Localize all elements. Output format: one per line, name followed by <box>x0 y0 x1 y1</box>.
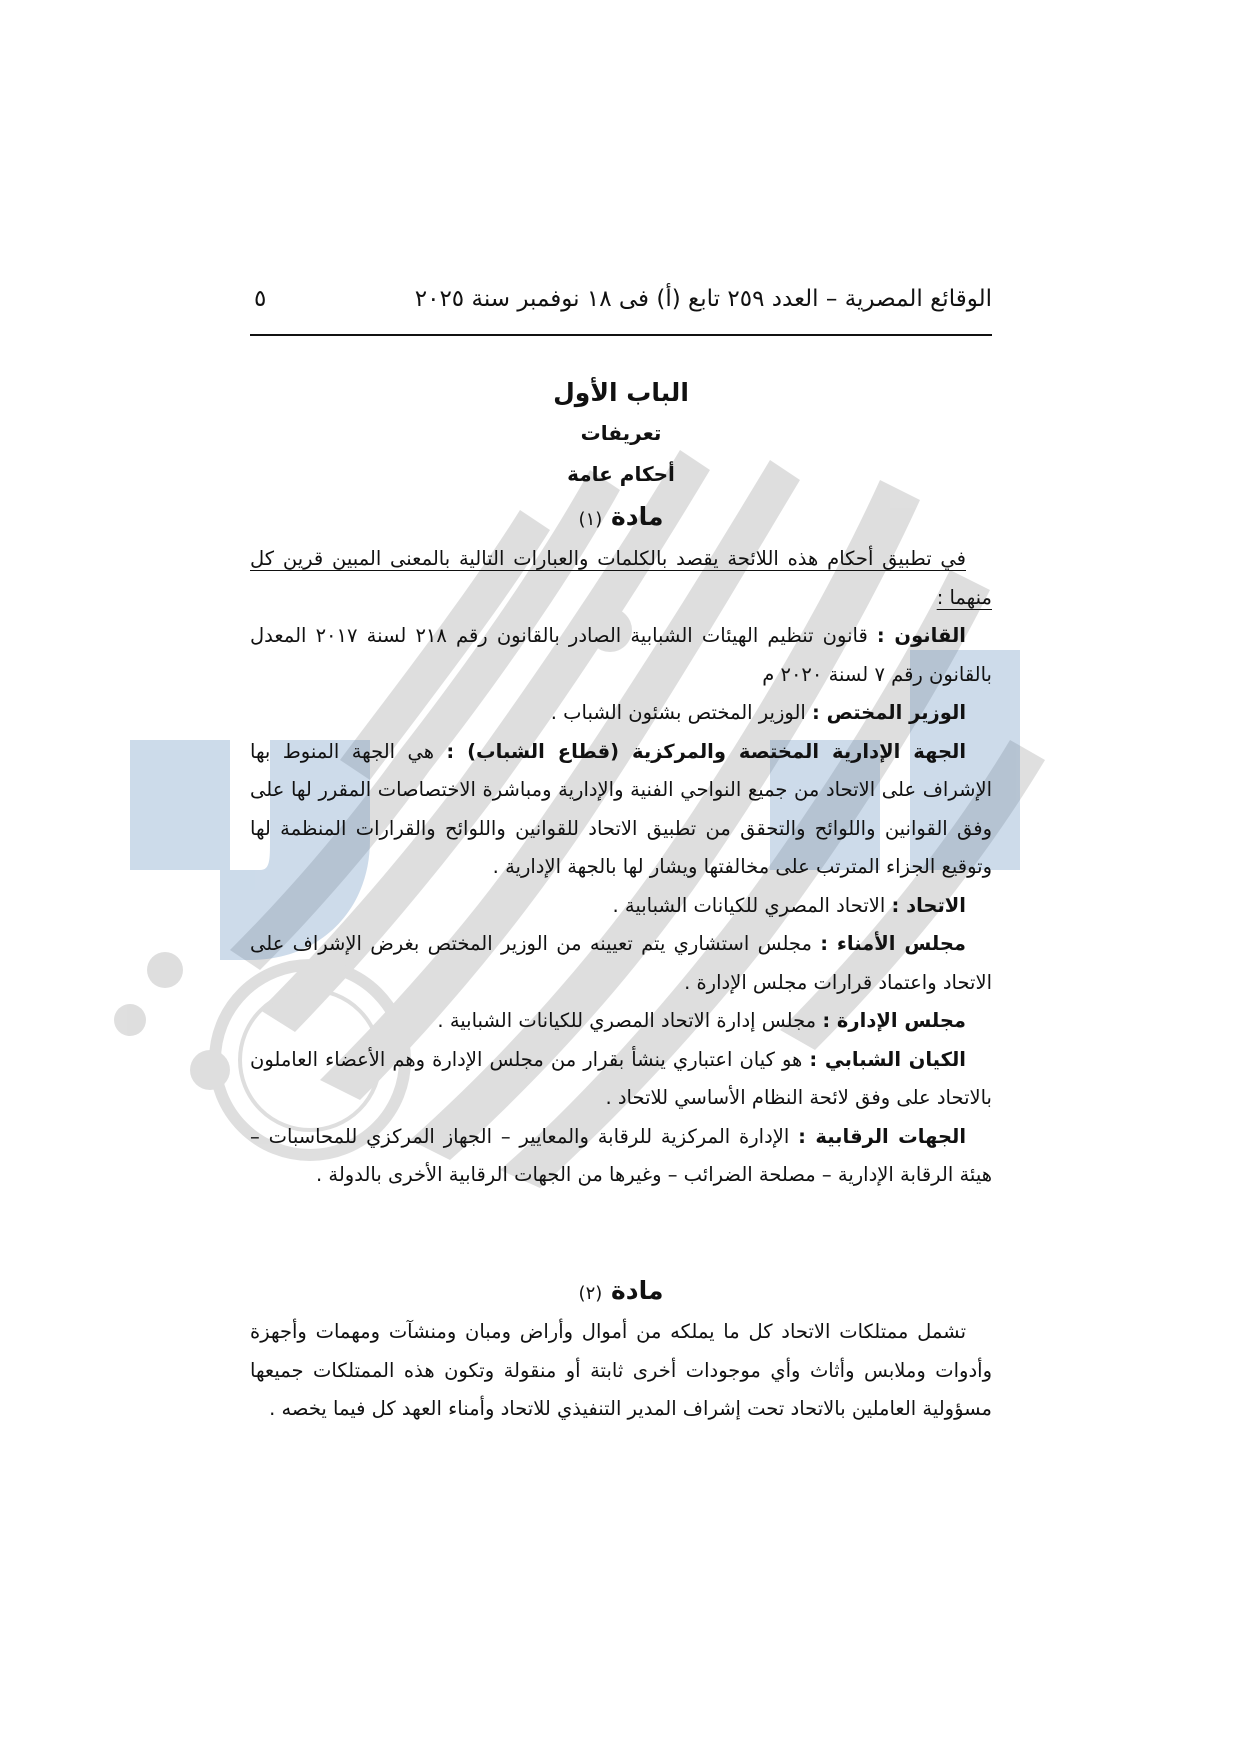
article-2-body <box>250 1313 992 1429</box>
header-divider <box>250 334 992 336</box>
gazette-title: الوقائع المصرية – العدد ٢٥٩ تابع (أ) فى ١٨ نوفمبر سنة ٢٠٢٥ <box>414 286 992 312</box>
definition-term: الجهة الإدارية المختصة والمركزية (قطاع الشباب) : <box>446 739 966 763</box>
definition-text: الإدارة المركزية للرقابة والمعايير – الجهاز المركزي للمحاسبات – هيئة الرقابة الإدارية – مصلحة الضرائب – وغيرها من الجهات الرقابية الأخرى بالدولة . <box>250 1124 992 1186</box>
definition-text: قانون تنظيم الهيئات الشبابية الصادر بالقانون رقم ٢١٨ لسنة ٢٠١٧ المعدل بالقانون رقم ٧ لسنة ٢٠٢٠ م <box>250 624 992 686</box>
definition-text: الاتحاد المصري للكيانات الشبابية . <box>612 893 892 917</box>
definition-term: مجلس الإدارة : <box>822 1009 966 1032</box>
definitions-heading: تعريفات <box>580 421 662 445</box>
definition-text: مجلس إدارة الاتحاد المصري للكيانات الشبابية . <box>437 1009 823 1032</box>
page-header <box>250 282 992 326</box>
definition-text: هي الجهة المنوط بها الإشراف على الاتحاد من جميع النواحي الفنية والإدارية ومباشرة الاختصاصات المقرر لها على وفق القوانين واللوائح والتحقق من تطبيق الاتحاد للقوانين واللوائح والقرارات المنظمة لها وتوقيع الجزاء المترتب على مخالفتها ويشار لها بالجهة الإدارية . <box>250 739 992 878</box>
article-1-word: مادة <box>610 502 664 531</box>
definition-term: الكيان الشبابي : <box>809 1047 966 1071</box>
definition-term: الجهات الرقابية : <box>798 1124 967 1148</box>
definition-item <box>250 733 992 887</box>
definition-text: الوزير المختص بشئون الشباب . <box>550 701 813 724</box>
definition-term: مجلس الأمناء : <box>820 932 966 955</box>
definition-term: الوزير المختص : <box>812 701 966 724</box>
definition-item <box>250 887 992 926</box>
article-1-intro <box>250 540 992 617</box>
definition-item <box>250 1118 992 1195</box>
article-2-word: مادة <box>610 1276 664 1305</box>
article-1-number: (١) <box>578 509 603 530</box>
article-2-text: تشمل ممتلكات الاتحاد كل ما يملكه من أموال وأراض ومبان ومنشآت ومهمات وأجهزة وأدوات وملابس وأثاث وأي موجودات أخرى ثابتة أو منقولة وتكون هذه الممتلكات جميعها مسؤولية العاملين بالاتحاد تحت إشراف المدير التنفيذي للاتحاد وأمناء العهد كل فيما يخصه . <box>250 1320 992 1420</box>
intro-text: في تطبيق أحكام هذه اللائحة يقصد بالكلمات والعبارات التالية بالمعنى المبين قرين كل منهما : <box>250 547 992 609</box>
definition-item <box>250 925 992 1002</box>
article-1-heading <box>250 502 992 531</box>
definition-item <box>250 617 992 694</box>
article-2-heading <box>250 1276 992 1305</box>
definition-item <box>250 694 992 733</box>
definition-term: القانون : <box>876 624 966 647</box>
definition-text: مجلس استشاري يتم تعيينه من الوزير المختص بغرض الإشراف على الاتحاد واعتماد قرارات مجلس الإدارة . <box>250 932 992 994</box>
definition-item <box>250 1002 992 1041</box>
article-2-number: (٢) <box>578 1283 603 1304</box>
part-heading: الباب الأول <box>553 378 689 407</box>
definition-text: هو كيان اعتباري ينشأ بقرار من مجلس الإدارة وهم الأعضاء العاملون بالاتحاد على وفق لائحة النظام الأساسي للاتحاد . <box>250 1047 992 1109</box>
page-number: ٥ <box>254 286 267 312</box>
definition-term: الاتحاد : <box>891 893 966 917</box>
general-provisions-heading: أحكام عامة <box>567 462 675 486</box>
definitions-list <box>250 617 992 1195</box>
definition-item <box>250 1041 992 1118</box>
